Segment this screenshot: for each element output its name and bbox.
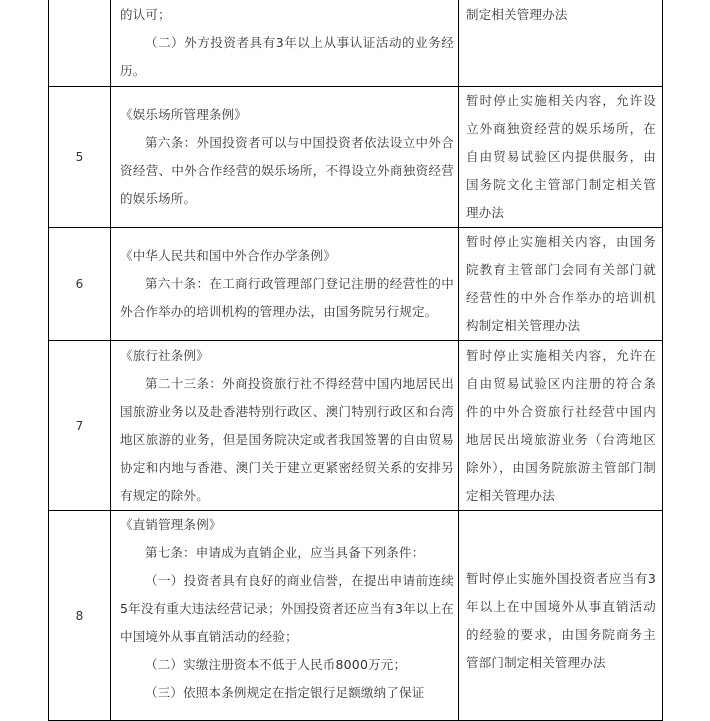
table-row (49, 341, 663, 511)
action-text: 暂时停止实施相关内容，允许在自由贸易试验区内注册的符合条件的中外合资旅行社经营中国内地居民出境旅游业务（台湾地区除外），由国务院旅游主管部门制定相关管理办法 (466, 347, 656, 503)
row-number-cell (49, 228, 111, 341)
row-number: 8 (75, 608, 84, 623)
action-cell (459, 341, 663, 511)
law-paragraph: （一）投资者具有良好的商业信誉，在提出申请前连续5年没有重大违法经营记录；外国投资者还应当有3年以上在中国境外从事直销活动的经验； (120, 573, 454, 644)
action-cell (459, 87, 663, 228)
row-number: 6 (75, 277, 84, 291)
law-title: 《旅行社条例》 (120, 347, 209, 363)
law-paragraph: （三）依照本条例规定在指定银行足额缴纳了保证 (145, 685, 425, 700)
action-text: 暂时停止实施相关内容，由国务院教育主管部门会同有关部门就经营性的中外合作举办的培训机构制定相关管理办法 (466, 234, 656, 333)
law-cell (111, 0, 459, 87)
row-number: 7 (75, 418, 84, 433)
law-line: 的认可； (120, 7, 171, 22)
law-title: 《中华人民共和国中外合作办学条例》 (120, 248, 336, 263)
law-body: 第二十三条：外商投资旅行社不得经营中国内地居民出国旅游业务以及赴香港特别行政区、澳门特别行政区和台湾地区旅游的业务，但是国务院决定或者我国签署的自由贸易协定和内地与香港、澳门关于建立更紧密经贸关系的安排另有规定的除外。 (120, 375, 454, 503)
action-cell (459, 0, 663, 87)
action-text: 暂时停止实施相关内容，允许设立外商独资经营的娱乐场所，在自由贸易试验区内提供服务，由国务院文化主管部门制定相关管理办法 (466, 93, 656, 220)
law-cell (111, 511, 459, 721)
law-cell (111, 228, 459, 341)
row-number-cell (49, 0, 111, 87)
row-number-cell (49, 341, 111, 511)
table-row (49, 228, 663, 341)
law-title: 《娱乐场所管理条例》 (120, 107, 248, 122)
row-number-cell (49, 511, 111, 721)
law-title: 《直销管理条例》 (120, 517, 222, 532)
law-cell (111, 341, 459, 511)
law-paragraph: （二）实缴注册资本不低于人民币8000万元； (145, 657, 407, 672)
law-cell (111, 87, 459, 228)
table-row (49, 87, 663, 228)
row-number-cell (49, 87, 111, 228)
action-text: 制定相关管理办法 (466, 7, 568, 22)
row-number: 5 (75, 150, 84, 164)
law-body: 第六条：外国投资者可以与中国投资者依法设立中外合资经营、中外合作经营的娱乐场所，不得设立外商独资经营的娱乐场所。 (120, 135, 454, 206)
law-line: （二）外方投资者具有3年以上从事认证活动的业务经历。 (120, 35, 454, 78)
table-row (49, 511, 663, 721)
action-cell (459, 228, 663, 341)
table-row (49, 0, 663, 87)
action-text: 暂时停止实施外国投资者应当有3年以上在中国境外从事直销活动的经验的要求，由国务院商务主管部门制定相关管理办法 (466, 571, 656, 670)
law-body: 第六十条：在工商行政管理部门登记注册的经营性的中外合作举办的培训机构的管理办法，由国务院另行规定。 (120, 276, 454, 319)
law-paragraph: 第七条：申请成为直销企业，应当具备下列条件： (145, 545, 425, 560)
regulation-table (48, 0, 663, 721)
action-cell (459, 511, 663, 721)
